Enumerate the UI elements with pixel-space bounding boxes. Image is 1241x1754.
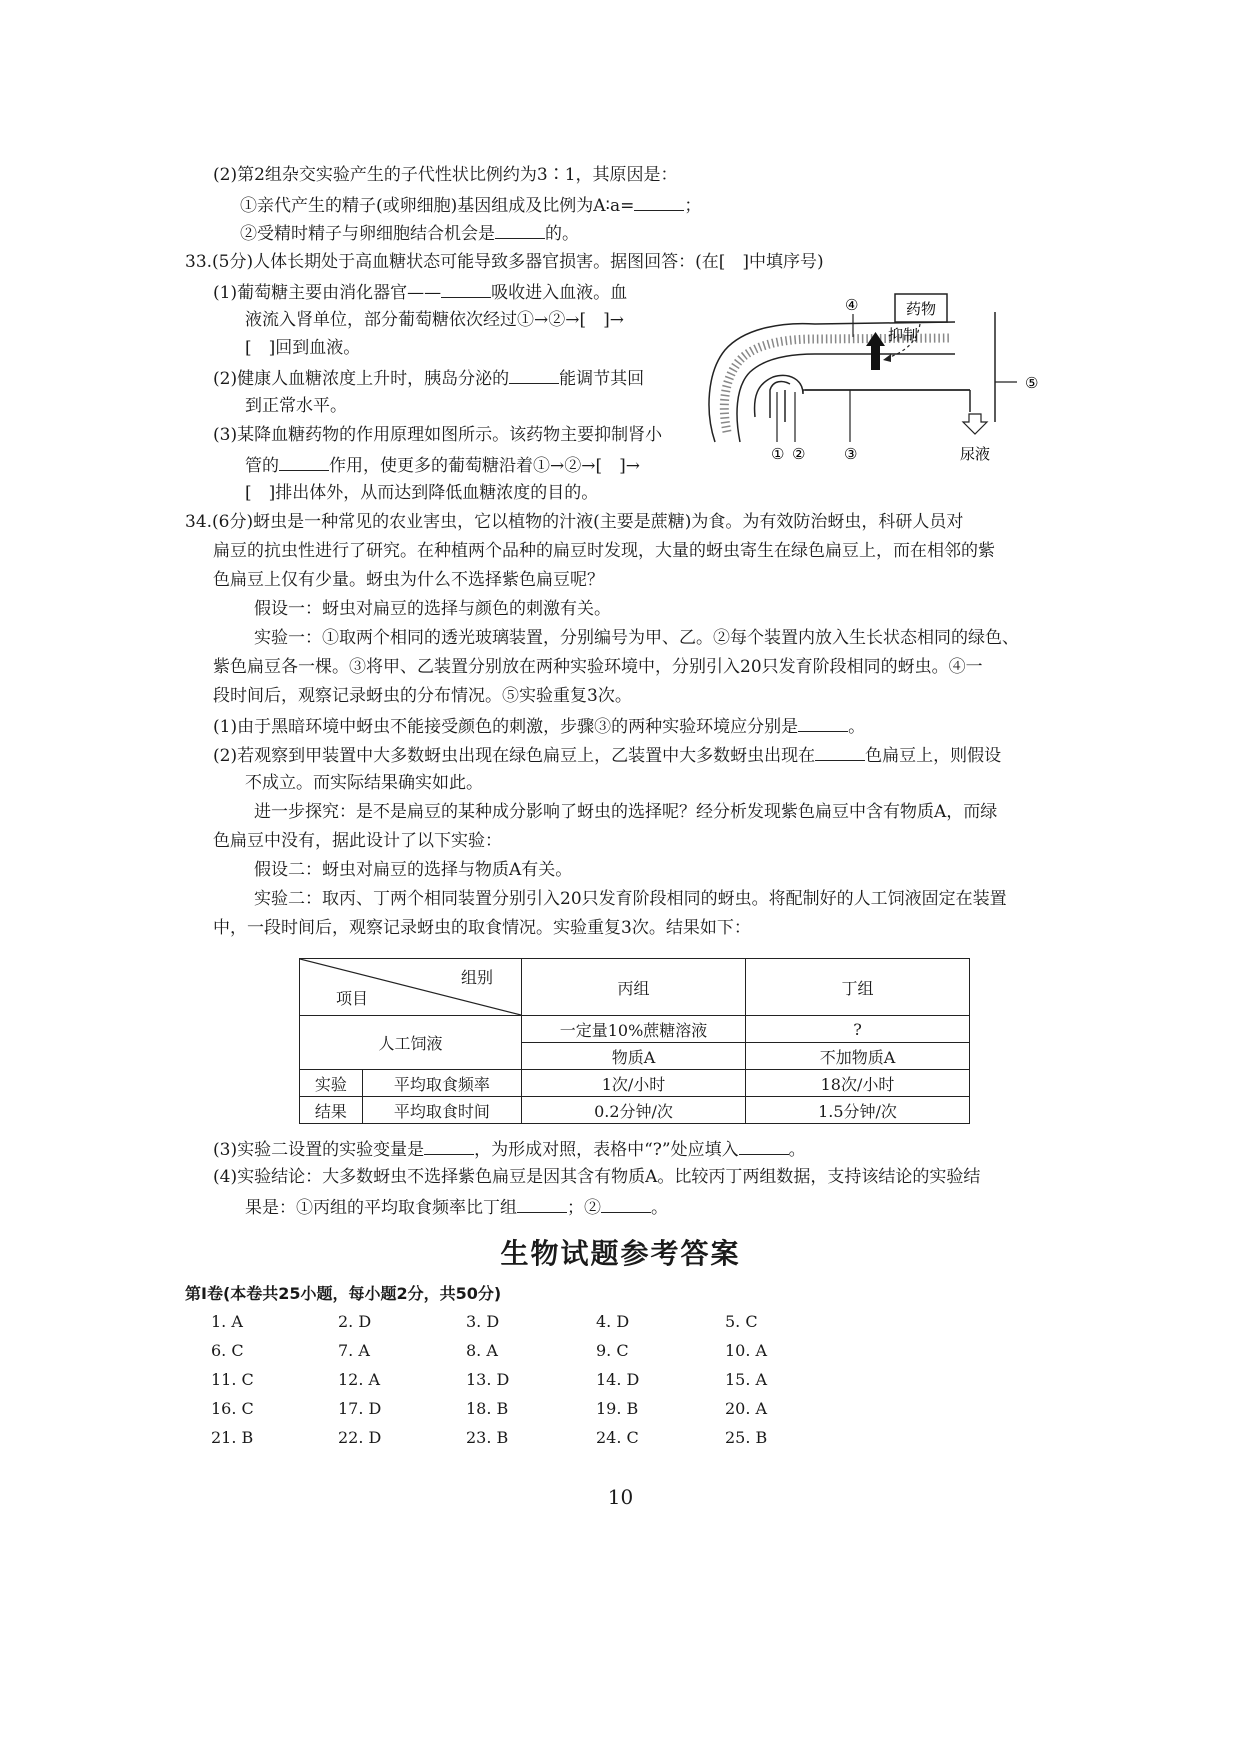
q34-stem-2: 扁豆的抗虫性进行了研究。在种植两个品种的扁豆时发现，大量的蚜虫寄生在绿色扁豆上，而在相邻的紫 [213,541,995,561]
marker-1: ① [771,445,785,463]
q34-p3a: (3)实验二设置的实验变量是 [213,1140,425,1160]
answer-item: 21. B [211,1428,254,1447]
answer-item: 17. D [338,1399,382,1418]
q34-part4-1: (4)实验结论：大多数蚜虫不选择紫色扁豆是因其含有物质A。比较丙丁两组数据，支持该结论的实验结 [213,1167,981,1187]
freq-label: 平均取食频率 [362,1070,521,1097]
answer-blank[interactable] [509,365,559,384]
b-time-cell: 0.2分钟/次 [522,1097,746,1124]
q33-sub2-line2: 到正常水平。 [245,396,347,416]
q34-exp1-3: 段时间后，观察记录蚜虫的分布情况。⑤实验重复3次。 [213,686,632,706]
b-freq-cell: 1次/小时 [522,1070,746,1097]
q33-sub3-line3: [ ]排出体外，从而达到降低血糖浓度的目的。 [245,483,599,503]
d-freq-cell: 18次/小时 [746,1070,970,1097]
answer-blank[interactable] [601,1194,651,1213]
answer-blank[interactable] [798,713,848,732]
q34-exp1-2: 紫色扁豆各一棵。③将甲、乙装置分别放在两种实验环境中，分别引入20只发育阶段相同的蚜虫。④一 [213,657,983,677]
answer-blank[interactable] [739,1136,789,1155]
urine-label: 尿液 [959,445,991,463]
answer-blank[interactable] [517,1194,567,1213]
q34-part2-2: 不成立。而实际结果确实如此。 [245,773,483,793]
q34-stem-3: 色扁豆上仅有少量。蚜虫为什么不选择紫色扁豆呢？ [213,570,604,590]
q32-item1-text: ①亲代产生的精子(或卵细胞)基因组成及比例为A∶a= [240,196,635,216]
q34-part1 [213,713,865,739]
answer-item: 5. C [725,1312,758,1331]
answer-blank[interactable] [634,192,684,211]
d-time-cell: 1.5分钟/次 [746,1097,970,1124]
q33-sub1-line3: [ ]回到血液。 [245,338,361,358]
answer-item: 8. A [466,1341,498,1360]
answer-item: 18. B [466,1399,509,1418]
time-label: 平均取食时间 [362,1097,521,1124]
item-label: 项目 [336,989,369,1008]
q34-p2b: 色扁豆上，则假设 [865,746,1002,766]
answer-item: 10. A [725,1341,768,1360]
q34-stem-1: 34.(6分)蚜虫是一种常见的农业害虫，它以植物的汁液(主要是蔗糖)为食。为有效防治蚜虫，科研人员对 [185,512,964,532]
answer-item: 14. D [596,1370,640,1389]
answer-item: 24. C [596,1428,639,1447]
answer-blank[interactable] [495,220,545,239]
q33-sub1-line1 [213,279,627,305]
result-label: 结果 [300,1097,363,1124]
answer-item: 4. D [596,1312,630,1331]
q33-sub3-line1: (3)某降血糖药物的作用原理如图所示。该药物主要抑制肾小 [213,425,663,445]
q33-sub1-line2: 液流入肾单位，部分葡萄糖依次经过①→②→[ ]→ [245,310,624,330]
q34-exp1-1: 实验一：①取两个相同的透光玻璃装置，分别编号为甲、乙。②每个装置内放入生长状态相同的绿色、 [254,628,1019,648]
q34-p1a: (1)由于黑暗环境中蚜虫不能接受颜色的刺激，步骤③的两种实验环境应分别是 [213,717,799,737]
answer-blank[interactable] [424,1136,474,1155]
answer-item: 23. B [466,1428,509,1447]
q34-p4d: 。 [651,1198,668,1218]
answer-item: 7. A [338,1341,370,1360]
q33-sub3-line2 [245,452,640,478]
answer-item: 19. B [596,1399,639,1418]
with-a-cell: 物质A [522,1043,746,1070]
q33-s1b: 吸收进入血液。血 [491,283,628,303]
feed-label: 人工饲液 [300,1016,522,1070]
col-header-b: 丙组 [522,959,746,1016]
q34-p4b: 果是：①丙组的平均取食频率比丁组 [245,1198,517,1218]
q34-p4c: ；② [567,1198,601,1218]
answer-item: 12. A [338,1370,381,1389]
answer-item: 1. A [211,1312,243,1331]
answer-item: 6. C [211,1341,244,1360]
answer-blank[interactable] [441,279,491,298]
q34-part2-1 [213,742,1001,768]
q32-item2-text: ②受精时精子与卵细胞结合机会是 [240,224,495,244]
answer-item: 2. D [338,1312,372,1331]
q34-hypothesis-1: 假设一：蚜虫对扁豆的选择与颜色的刺激有关。 [254,599,611,619]
kidney-tubule-diagram [695,292,1065,492]
q34-p3b: ，为形成对照，表格中“?”处应填入 [474,1140,739,1160]
col-header-d: 丁组 [746,959,970,1016]
answer-blank[interactable] [815,742,865,761]
q34-part3 [213,1136,806,1162]
answer-section-heading: 第Ⅰ卷(本卷共25小题，每小题2分，共50分) [185,1284,502,1303]
marker-2: ② [792,445,806,463]
answer-blank[interactable] [279,452,329,471]
q34-p3c: 。 [788,1140,806,1160]
answer-item: 13. D [466,1370,510,1389]
q32-item2 [240,220,579,246]
q34-exp2-2: 中，一段时间后，观察记录蚜虫的取食情况。实验重复3次。结果如下： [213,918,751,938]
unknown-cell: ? [746,1016,970,1043]
q34-further-1: 进一步探究：是不是扁豆的某种成分影响了蚜虫的选择呢？经分析发现紫色扁豆中含有物质A，而绿 [254,802,998,822]
exp-label: 实验 [300,1070,363,1097]
answer-item: 22. D [338,1428,382,1447]
q34-p2a: (2)若观察到甲装置中大多数蚜虫出现在绿色扁豆上，乙装置中大多数蚜虫出现在 [213,746,816,766]
page-number: 10 [607,1485,634,1509]
q34-further-2: 色扁豆中没有，据此设计了以下实验： [213,831,502,851]
results-table [299,958,970,1124]
q32-item1 [240,192,701,218]
q33-s3b: 管的 [245,456,279,476]
q32-part2: (2)第2组杂交实验产生的子代性状比例约为3∶1，其原因是： [213,165,678,185]
q33-s2b: 能调节其回 [559,369,645,389]
marker-4: ④ [845,296,859,314]
inhibit-label: 抑制 [888,326,919,344]
q34-exp2-1: 实验二：取丙、丁两个相同装置分别引入20只发育阶段相同的蚜虫。将配制好的人工饲液固定在装置 [254,889,1007,909]
group-label: 组别 [460,968,493,987]
q34-p1b: 。 [848,717,866,737]
q33-sub2-line1 [213,365,644,391]
q33-s1a: (1)葡萄糖主要由消化器官—— [213,283,442,303]
answer-item: 15. A [725,1370,768,1389]
answer-item: 3. D [466,1312,500,1331]
q34-hypothesis-2: 假设二：蚜虫对扁豆的选择与物质A有关。 [254,860,573,880]
answer-item: 9. C [596,1341,629,1360]
without-a-cell: 不加物质A [746,1043,970,1070]
q33-stem: 33.(5分)人体长期处于高血糖状态可能导致多器官损害。据图回答：(在[ ]中填序号) [185,252,824,272]
drug-label: 药物 [905,300,937,318]
answer-item: 16. C [211,1399,254,1418]
q33-s2a: (2)健康人血糖浓度上升时，胰岛分泌的 [213,369,510,389]
marker-5: ⑤ [1025,374,1039,392]
sucrose-cell: 一定量10%蔗糖溶液 [522,1016,746,1043]
table-corner-header [300,959,522,1016]
q33-s3c: 作用，使更多的葡萄糖沿着①→②→[ ]→ [329,456,640,476]
q32-item2-end: 的。 [545,224,579,244]
answer-item: 25. B [725,1428,768,1447]
answer-item: 20. A [725,1399,768,1418]
q34-part4-2 [245,1194,668,1220]
answer-item: 11. C [211,1370,254,1389]
answer-key-title: 生物试题参考答案 [500,1237,741,1270]
q32-item1-end: ； [684,196,702,216]
marker-3: ③ [844,445,858,463]
